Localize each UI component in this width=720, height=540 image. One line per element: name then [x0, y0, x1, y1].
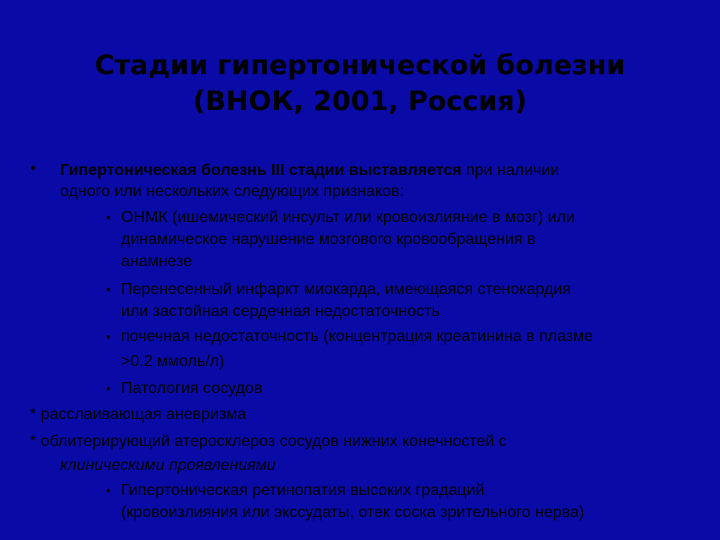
sub-item-4-line-1: Патология сосудов — [121, 380, 263, 397]
sub-item-5-line-2: (кровоизлияния или экссудаты, отек соска зрительного нерва) — [121, 504, 585, 521]
sub-item-2-line-1: Перенесенный инфаркт миокарда, имеющаяся стенокардия — [121, 281, 571, 298]
sub-bullet-marker: • — [106, 210, 111, 225]
vascular-item-1: * расслаивающая аневризма — [30, 406, 247, 423]
sub-item-5-line-1: Гипертоническая ретинопатия высоких градаций — [121, 482, 485, 499]
sub-item-2-line-2: или застойная сердечная недостаточность — [121, 303, 440, 320]
sub-item-3-line-1: почечная недостаточность (концентрация креатинина в плазме — [121, 328, 594, 345]
vascular-item-2-line-1: * облитерирующий атеросклероз сосудов нижних конечностей с — [30, 433, 507, 450]
sub-bullet-marker: • — [106, 282, 111, 297]
main-bullet-line-2: одного или нескольких следующих признаков: — [60, 183, 404, 200]
main-bullet-line-1 — [60, 160, 559, 181]
sub-bullet-marker: • — [106, 483, 111, 498]
main-bullet-marker: • — [30, 160, 36, 177]
sub-item-1-line-1: ОНМК (ишемический инсульт или кровоизлияние в мозг) или — [121, 209, 575, 226]
main-bullet-rest-text: при наличии — [461, 162, 560, 179]
sub-item-3-line-2: >0,2 ммоль/л) — [121, 353, 225, 370]
sub-bullet-marker: • — [106, 381, 111, 396]
sub-item-1-line-2: динамическое нарушение мозгового кровообращения в — [121, 231, 536, 248]
title-line-2: (ВНОК, 2001, Россия) — [193, 86, 527, 117]
sub-bullet-marker: • — [106, 329, 111, 344]
sub-item-1-line-3: анамнезе — [121, 253, 193, 270]
main-bullet-bold-text: Гипертоническая болезнь III стадии выставляется — [60, 162, 462, 179]
vascular-item-2-line-2: клиническими проявлениями — [60, 457, 276, 474]
title-line-1: Стадии гипертонической болезни — [94, 50, 626, 81]
